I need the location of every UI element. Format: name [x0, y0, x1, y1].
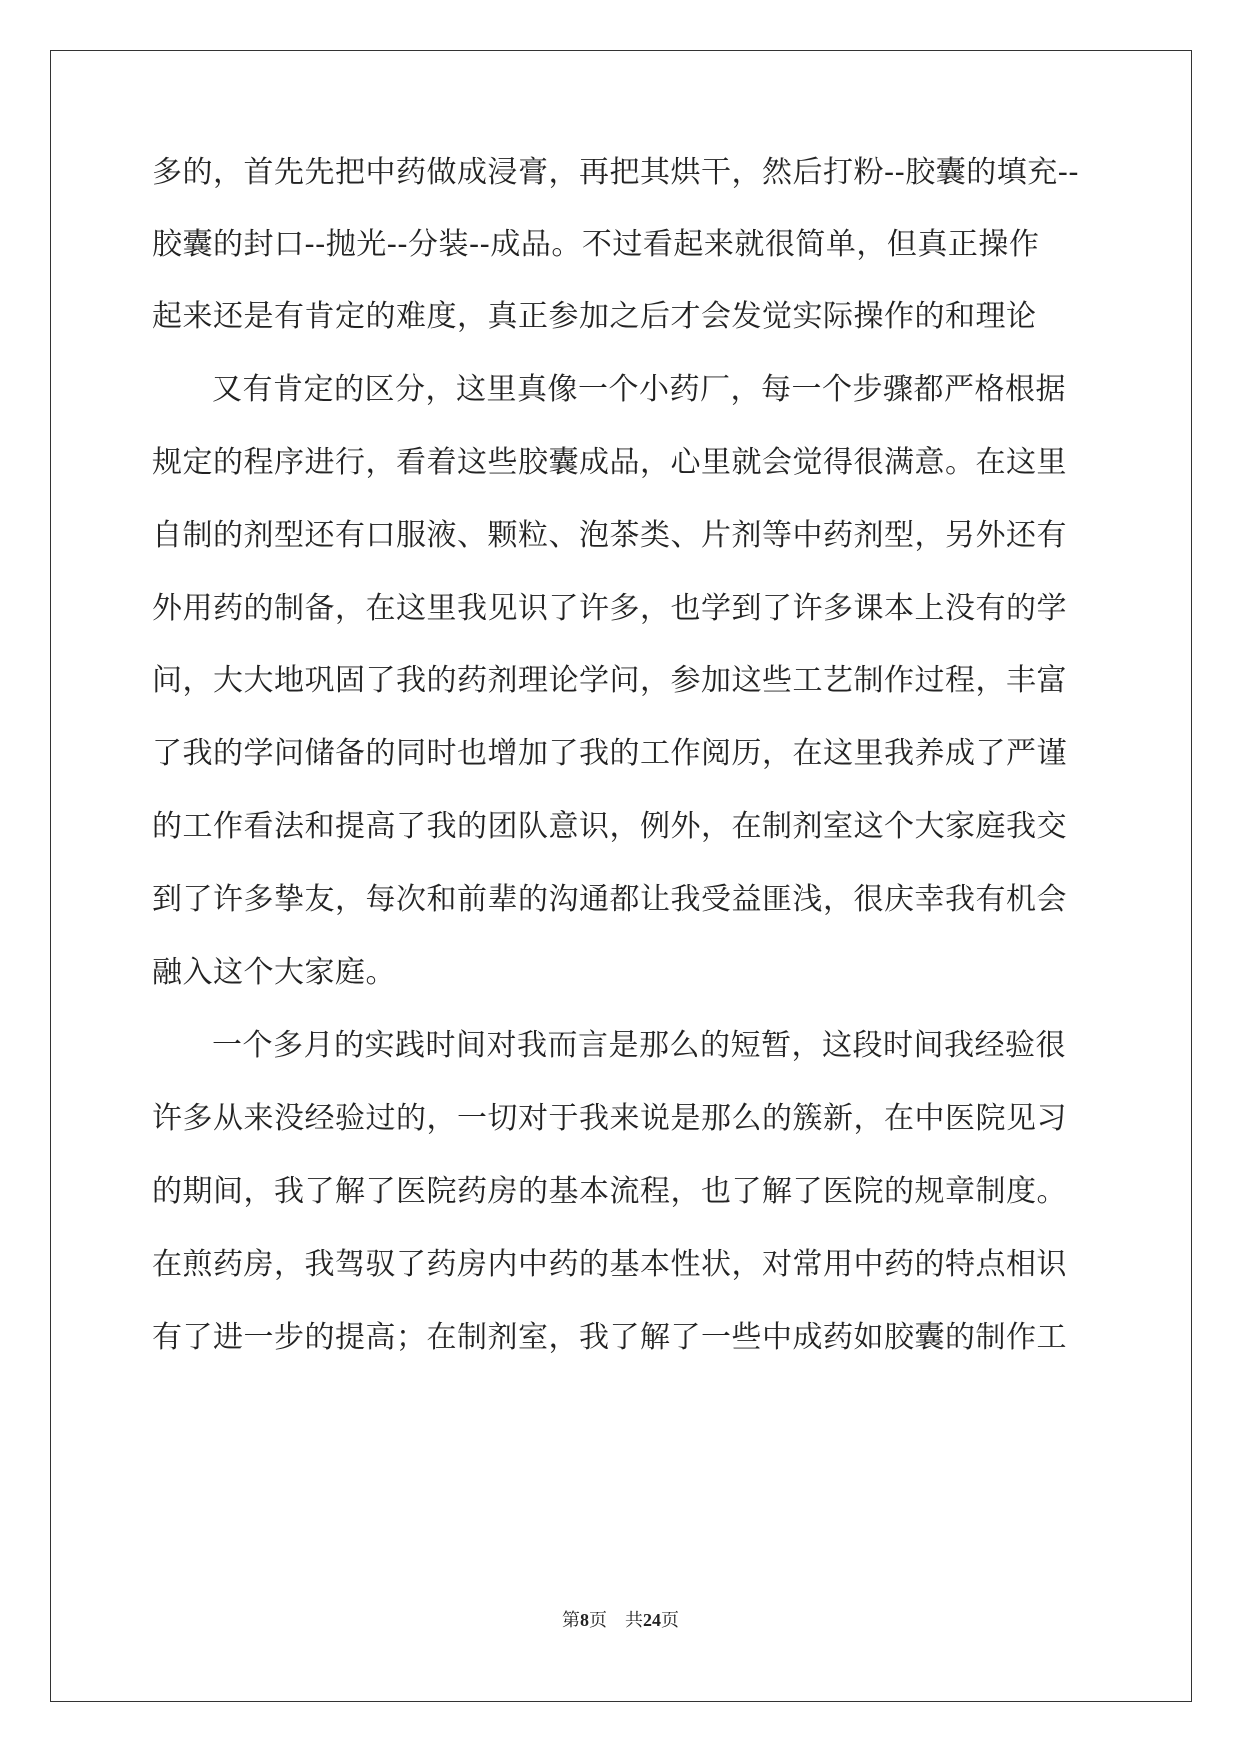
body-line-10: 的工作看法和提高了我的团队意识，例外，在制剂室这个大家庭我交: [152, 809, 1067, 844]
body-line-9: 了我的学问储备的同时也增加了我的工作阅历，在这里我养成了严谨: [152, 736, 1067, 771]
body-line-14: 许多从来没经验过的，一切对于我来说是那么的簇新，在中医院见习: [152, 1101, 1067, 1136]
body-line-8: 问，大大地巩固了我的药剂理论学问，参加这些工艺制作过程，丰富: [152, 663, 1067, 698]
page-footer: [0, 1608, 1241, 1632]
body-line-16: 在煎药房，我驾驭了药房内中药的基本性状，对常用中药的特点相识: [152, 1247, 1067, 1282]
total-prefix: 共: [625, 1610, 643, 1630]
body-line-6: 自制的剂型还有口服液、颗粒、泡茶类、片剂等中药剂型，另外还有: [152, 518, 1067, 553]
body-line-12: 融入这个大家庭。: [152, 955, 396, 990]
page-suffix: 页: [589, 1610, 607, 1630]
body-line-4: 又有肯定的区分，这里真像一个小药厂，每一个步骤都严格根据: [212, 372, 1066, 407]
body-line-3: 起来还是有肯定的难度，真正参加之后才会发觉实际操作的和理论: [152, 299, 1037, 334]
body-line-15: 的期间，我了解了医院药房的基本流程，也了解了医院的规章制度。: [152, 1174, 1067, 1209]
page-prefix: 第: [562, 1610, 580, 1630]
body-line-1: 多的，首先先把中药做成浸膏，再把其烘干，然后打粉--胶囊的填充--: [152, 155, 1080, 190]
total-pages: 24: [643, 1610, 661, 1630]
total-suffix: 页: [661, 1610, 679, 1630]
body-line-11: 到了许多挚友，每次和前辈的沟通都让我受益匪浅，很庆幸我有机会: [152, 882, 1067, 917]
page-number: 8: [580, 1610, 589, 1630]
body-line-7: 外用药的制备，在这里我见识了许多，也学到了许多课本上没有的学: [152, 591, 1067, 626]
body-line-17: 有了进一步的提高；在制剂室，我了解了一些中成药如胶囊的制作工: [152, 1320, 1067, 1355]
body-line-5: 规定的程序进行，看着这些胶囊成品，心里就会觉得很满意。在这里: [152, 445, 1067, 480]
body-line-13: 一个多月的实践时间对我而言是那么的短暂，这段时间我经验很: [212, 1028, 1066, 1063]
body-line-2: 胶囊的封口--抛光--分装--成品。不过看起来就很简单，但真正操作: [152, 227, 1040, 262]
